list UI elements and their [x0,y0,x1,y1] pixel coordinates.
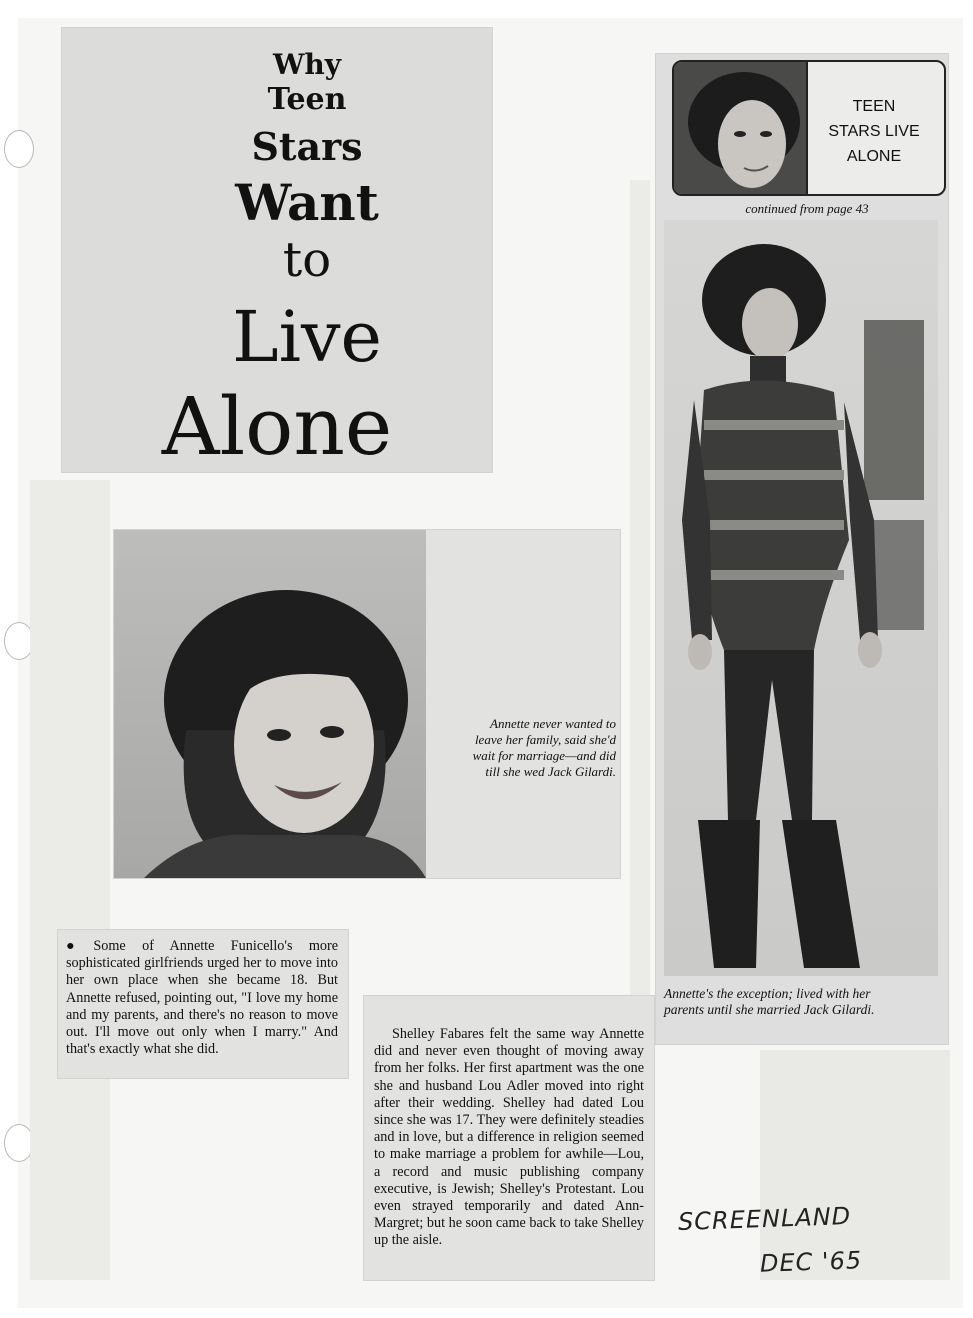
continued-note: continued from page 43 [745,201,869,216]
handwritten-date-line: DEC '65 [759,1246,863,1278]
caption-line: wait for marriage—and did [472,748,616,763]
tag-portrait-icon [674,62,806,194]
caption-line: parents until she married Jack Gilardi. [664,1002,875,1017]
background-bleed [30,480,110,1280]
full-length-figure-icon [664,220,938,976]
binder-hole [4,130,34,168]
article-1-paragraph: Some of Annette Funicello's more sophisticated girlfriends urged her to move into her own place when she became 18. But Annette refused, pointing out, "I love my home and my parents, and there's no reason to move out. I'll move out only when I marry." And that's exactly what she did. [66,938,338,1058]
headline-line: Want [235,173,379,232]
handwritten-source-line: SCREENLAND [677,1201,852,1237]
series-tag [672,60,946,196]
series-tag-text [809,94,939,169]
series-tag-line: STARS LIVE [828,123,920,140]
article-1-text [66,938,338,1058]
caption-line: Annette's the exception; lived with her [664,986,871,1001]
caption-line: Annette never wanted to [490,716,616,731]
headline-line: Live [232,296,382,378]
headline-line: Alone [161,380,393,473]
portrait-figure-icon [114,530,426,878]
annette-portrait-photo [114,530,426,878]
full-length-caption [664,986,938,1018]
bullet-icon: ● [66,938,88,954]
article-1-clipping [58,930,348,1078]
caption-line: till she wed Jack Gilardi. [485,764,616,779]
article-2-clipping [364,996,654,1280]
portrait-caption [436,716,616,780]
portrait-clipping [114,530,620,878]
series-tag-line: ALONE [846,148,902,165]
headline-clipping [62,28,492,472]
headline-line: Stars [251,124,363,169]
headline-line: Why [272,48,342,81]
annette-full-length-photo [664,220,938,976]
article-2-paragraph: Shelley Fabares felt the same way Annette did and never even thought of moving away from her folks. Her first apartment was the one she and husband Lou Adler moved into right after their wedding. Shelley had dated Lou since she was 17. They were definitely steadies and in love, but a difference in religion seemed to make marriage a problem for awhile—Lou, a record and music publishing company executive, is Jewish; Shelley's Protestant. Lou even strayed temporarily and dated Ann-Margret; but he soon came back to take Shelley up the aisle. [374,1026,645,1249]
series-tag-line: TEEN [852,98,896,115]
caption-line: leave her family, said she'd [474,732,616,747]
headline-line: Teen [267,82,347,117]
series-tag-photo [674,62,808,194]
headline-line: to [282,232,332,288]
